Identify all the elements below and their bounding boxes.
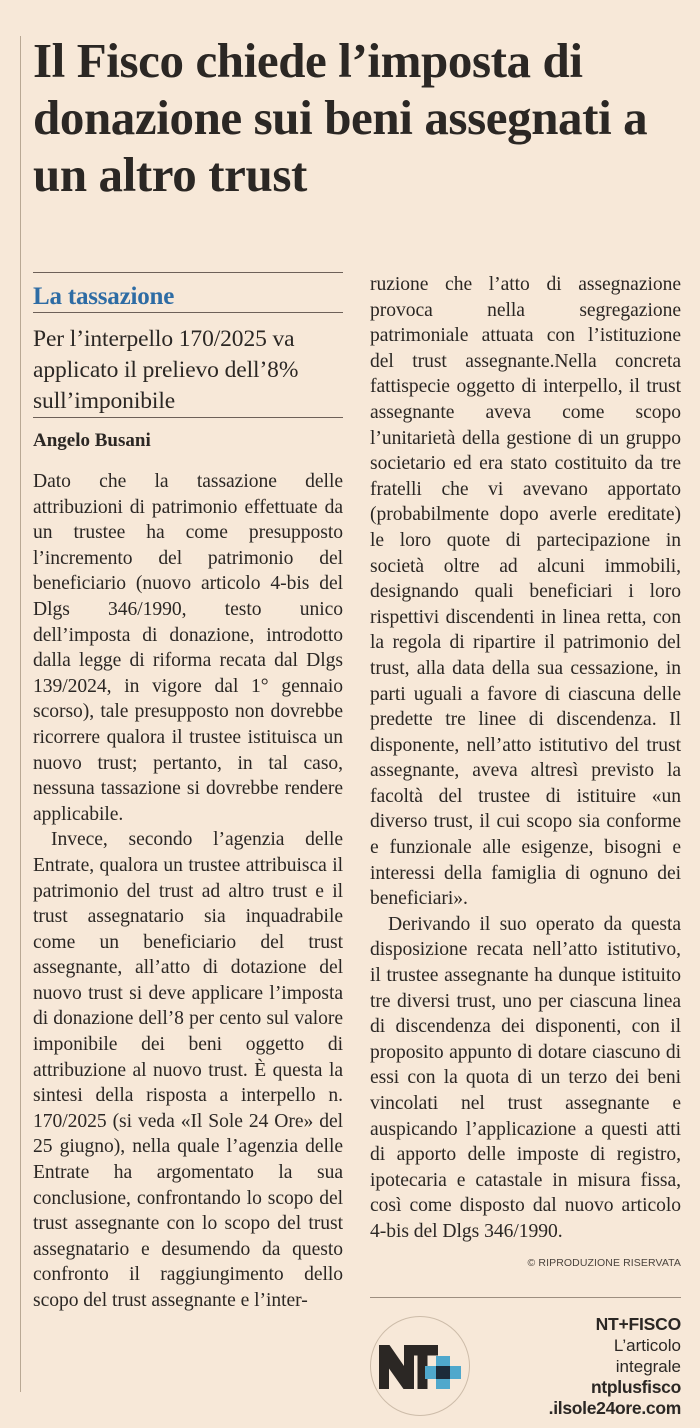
article-content — [33, 0, 681, 1428]
column-left — [33, 272, 343, 1419]
ntplus-promo-block[interactable] — [370, 1297, 681, 1419]
divider-above-standfirst — [33, 312, 343, 313]
ntplus-logo — [370, 1316, 470, 1416]
copyright-notice: © RIPRODUZIONE RISERVATA — [527, 1256, 681, 1269]
body-paragraph: Derivando il suo operato da questa disposizione recata nell’atto istitutivo, il trustee assegnante ha dunque istituito tre diversi trust, uno per ciascuna linea di discendenza dei disponenti, con il proposito appunto di dotare ciascuno di essi con la quota di un terzo dei beni vincolati nel trust assegnante e auspicando l’applicazione a questi atti di apporto delle imposte di registro, ipotecaria e catastale in misura fissa, così come disposto dal nuovo articolo 4-bis del Dlgs 346/1990. — [370, 913, 681, 1242]
promo-line-brand: NT+FISCO — [595, 1313, 681, 1334]
promo-line-integrale: integrale — [615, 1356, 681, 1376]
divider-above-kicker — [33, 272, 343, 273]
section-kicker: La tassazione — [33, 283, 175, 310]
standfirst: Per l’interpello 170/2025 va applicato il prelievo dell’8% sull’imponibile — [33, 326, 299, 414]
column-right — [370, 272, 681, 1419]
divider-above-promo — [370, 1297, 681, 1298]
page-title: Il Fisco chiede l’imposta di donazione sui beni assegnati a un altro trust — [33, 33, 648, 202]
promo-line-url-part2[interactable]: .ilsole24ore.com — [548, 1397, 681, 1418]
ntplus-logo-mark — [379, 1345, 461, 1389]
promo-line-articolo: L’articolo — [613, 1335, 681, 1355]
promo-line-url-part1[interactable]: ntplusfisco — [590, 1376, 681, 1397]
ntplus-promo-text — [470, 1314, 681, 1419]
body-paragraph: ruzione che l’atto di assegnazione provoca nella segregazione patrimoniale attuata con l’istituzione del trust assegnante.Nella concreta fattispecie oggetto di interpello, il trust assegnante aveva come scopo l’unitarietà della gestione di un gruppo societario ed era stato costituito da tre fratelli che vi avevano apportato (probabilmente dopo averle ereditate) le loro quote di partecipazione in società oltre ad alcuni immobili, designando quali beneficiari i loro rispettivi discendenti in linea retta, con la regola di ripartire il patrimonio del trust, alla data della sua cessazione, in parti uguali a favore di ciascuna delle predette tre linee di discendenza. Il disponente, nell’atto istitutivo del trust assegnante, aveva altresì previsto la facoltà del trustee di istituire «un diverso trust, il cui scopo sia conforme e funzionale alle esigenze, bisogni e interessi della famiglia di ognuno dei beneficiari». — [370, 274, 681, 910]
byline-author: Angelo Busani — [33, 430, 151, 451]
body-paragraph: Dato che la tassazione delle attribuzioni di patrimonio effettuate da un trustee ha come presupposto l’incremento del patrimonio del beneficiario (nuovo articolo 4-bis del Dlgs 346/1990, testo unico dell’imposta di donazione, introdotto dalla legge di riforma recata dal Dlgs 139/2024, in vigore dal 1° gennaio scorso), tale presupposto non dovrebbe ricorrere qualora il trustee istituisca un nuovo trust; pertanto, in tal caso, nessuna tassazione si dovrebbe rendere applicabile. — [33, 471, 343, 825]
divider-above-byline — [33, 417, 343, 418]
body-paragraph: Invece, secondo l’agenzia delle Entrate, qualora un trustee attribuisca il patrimonio del trust ad altro trust e il trust assegnatario sia inquadrabile come un beneficiario del trust assegnante, all’atto di dotazione del nuovo trust si deve applicare l’imposta di donazione dell’8 per cento sul valore imponibile dei beni oggetto di attribuzione al nuovo trust. È questa la sintesi della risposta a interpello n. 170/2025 (si veda «Il Sole 24 Ore» del 25 giugno), nella quale l’agenzia delle Entrate ha argomentato la sua conclusione, confrontando lo scopo del trust assegnante con lo scopo del trust assegnatario e desumendo da questo confronto il raggiungimento dello scopo del trust assegnante e l’inter- — [33, 829, 343, 1311]
article-columns — [33, 272, 681, 1419]
page-left-vertical-rule — [20, 36, 21, 1392]
